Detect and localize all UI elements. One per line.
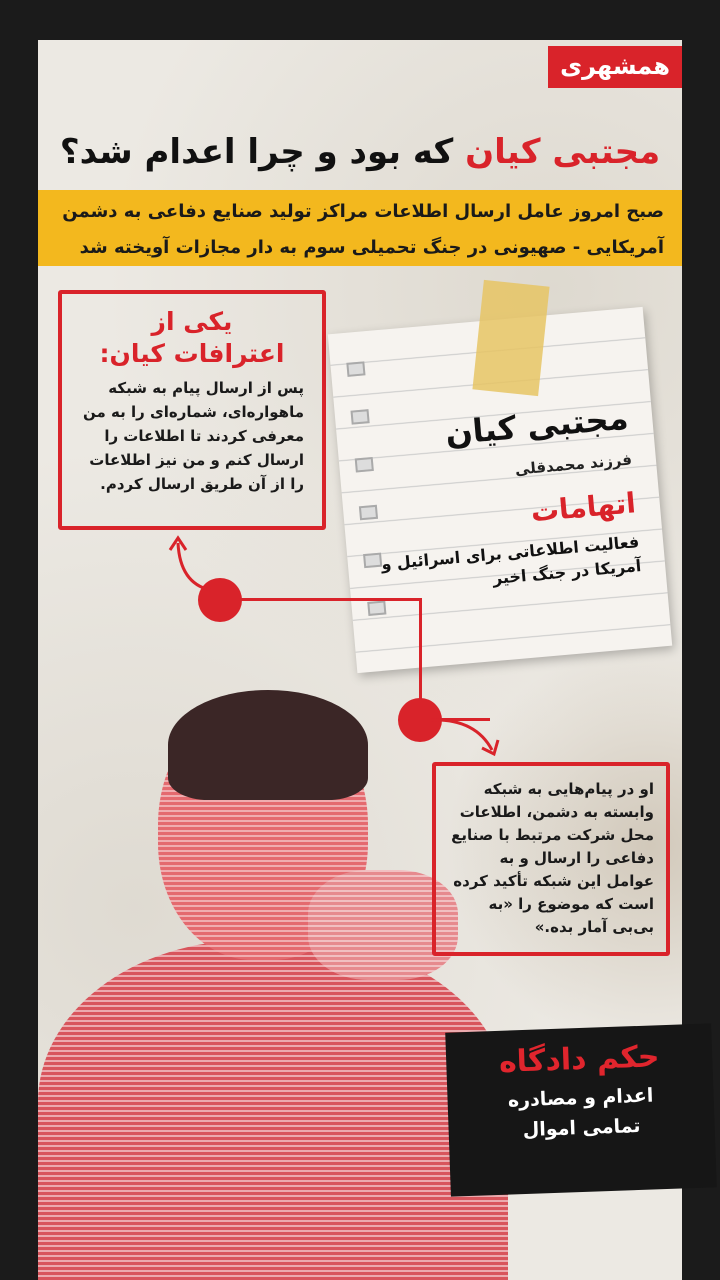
verdict-box <box>445 1023 717 1196</box>
note-name: مجتبی کیان <box>443 398 630 453</box>
confession-box <box>58 290 326 530</box>
charges-heading: اتهامات <box>529 486 638 529</box>
verdict-line-2: تمامی اموال <box>522 1114 641 1142</box>
message-box <box>432 762 670 956</box>
photo-hair <box>168 690 368 800</box>
confession-heading-2: اعترافات کیان: <box>99 339 285 368</box>
title-question: که بود و چرا اعدام شد؟ <box>59 132 466 172</box>
tape-strip <box>472 280 549 396</box>
connector-horizontal <box>220 598 420 601</box>
verdict-line-1: اعدام و مصادره <box>507 1084 654 1112</box>
message-text: او در پیام‌هایی به شبکه وابسته به دشمن، اطلاعات محل شرکت مرتبط با صنایع دفاعی را ارسال و به عوامل این شبکه تأکید کرده است که موضوع را «به بی‌بی آمار بده.» <box>451 780 654 936</box>
confession-heading-1: یکی از <box>151 307 233 336</box>
summary-line-2: آمریکایی - صهیونی در جنگ تحمیلی سوم به دار مجازات آویخته شد <box>79 237 664 258</box>
verdict-heading: حکم دادگاه <box>498 1039 661 1080</box>
hamshahri-logo: همشهری <box>548 46 682 88</box>
photo-body <box>38 940 508 1280</box>
page-title <box>38 132 682 172</box>
charges-text: فعالیت اطلاعاتی برای اسرائیل و آمریکا در جنگ اخیر <box>380 532 642 588</box>
title-name: مجتبی کیان <box>465 132 661 172</box>
arrow-up-icon <box>160 528 230 598</box>
summary-banner <box>38 190 682 266</box>
summary-line-1: صبح امروز عامل ارسال اطلاعات مراکز تولید صنایع دفاعی به دشمن <box>62 201 664 222</box>
note-father: فرزند محمدقلی <box>514 450 633 479</box>
confession-text: پس از ارسال پیام به شبکه ماهواره‌ای، شماره‌ای را به من معرفی کردند تا اطلاعات را ارسال کنم و من نیز اطلاعات را از آن طریق ارسال کردم. <box>83 379 304 493</box>
